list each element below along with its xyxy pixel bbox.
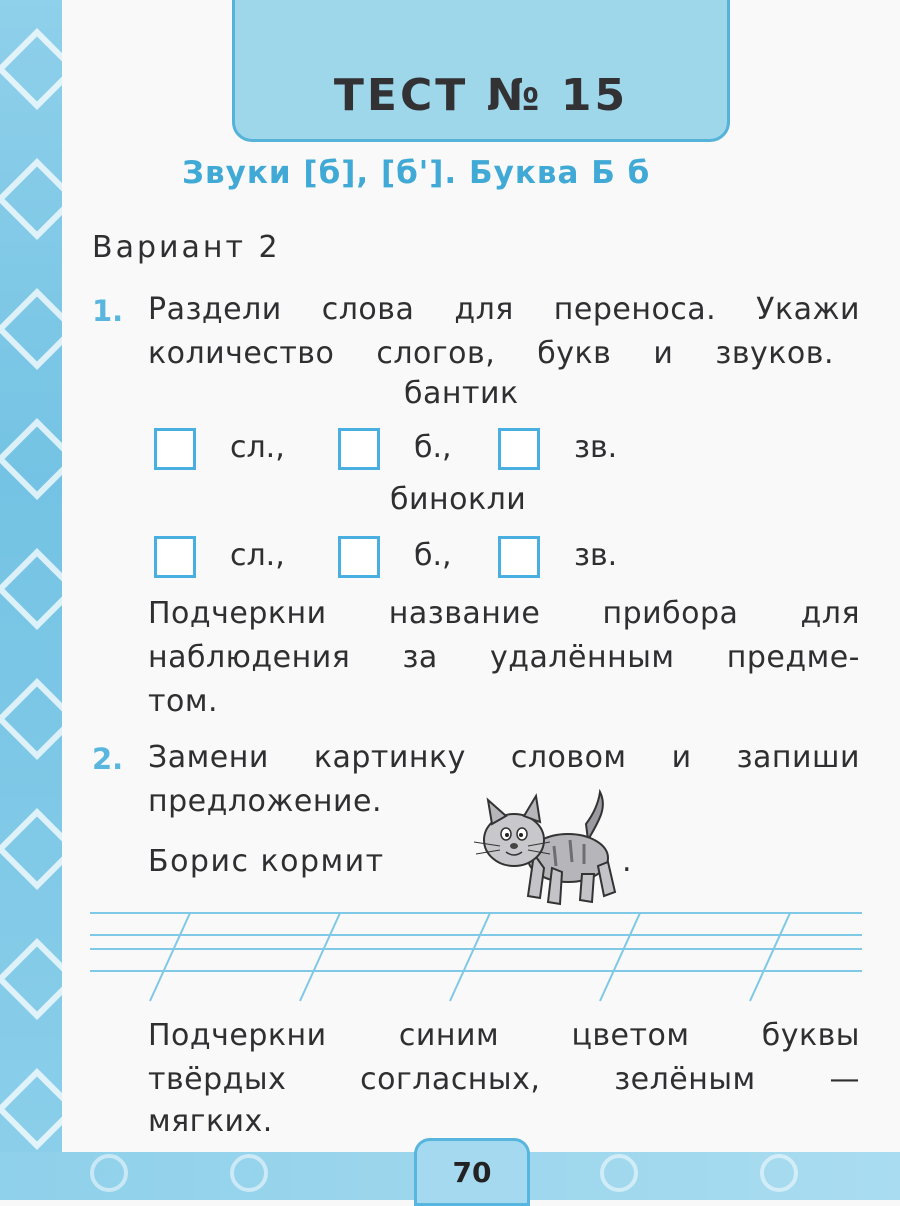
unit-label: б.,	[414, 538, 452, 573]
diamond-decoration	[0, 938, 62, 1020]
task-instruction-line: количество слогов, букв и звуков.	[148, 336, 834, 371]
syllable-count-box[interactable]	[154, 536, 196, 578]
unit-label: б.,	[414, 430, 452, 465]
diamond-decoration	[0, 1068, 62, 1150]
circle-decoration	[90, 1154, 128, 1192]
cat-picture	[470, 788, 620, 913]
word-label: бантик	[404, 376, 519, 411]
letter-count-box[interactable]	[338, 536, 380, 578]
diamond-decoration	[0, 548, 62, 630]
page-title: ТЕСТ № 15	[333, 70, 629, 121]
task-extra-line: мягких.	[148, 1104, 273, 1139]
task-extra-line: том.	[148, 684, 218, 719]
page-number: 70	[414, 1138, 530, 1206]
sentence-end: .	[622, 844, 633, 879]
handwriting-lines[interactable]	[90, 905, 870, 1005]
task-extra-line: Подчеркни синим цветом буквы	[148, 1018, 860, 1053]
task-number: 2.	[92, 742, 124, 776]
diamond-decoration	[0, 288, 62, 370]
sound-count-box[interactable]	[498, 428, 540, 470]
task-number: 1.	[92, 294, 124, 328]
task-extra-line: твёрдых согласных, зелёным —	[148, 1062, 860, 1097]
task-instruction-line: предложение.	[148, 784, 382, 819]
page-subtitle: Звуки [б], [б']. Буква Б б	[182, 155, 651, 191]
unit-label: зв.	[574, 538, 618, 573]
diamond-decoration	[0, 158, 62, 240]
sentence-start: Борис кормит	[148, 844, 385, 879]
circle-decoration	[600, 1154, 638, 1192]
diamond-decoration	[0, 418, 62, 500]
sound-count-box[interactable]	[498, 536, 540, 578]
unit-label: зв.	[574, 430, 618, 465]
variant-label: Вариант 2	[92, 230, 281, 265]
left-decorative-border	[0, 0, 62, 1200]
diamond-decoration	[0, 808, 62, 890]
circle-decoration	[230, 1154, 268, 1192]
letter-count-box[interactable]	[338, 428, 380, 470]
diamond-decoration	[0, 28, 62, 110]
task-extra-line: наблюдения за удалённым предме-	[148, 640, 860, 675]
syllable-count-box[interactable]	[154, 428, 196, 470]
task-instruction-line: Раздели слова для переноса. Укажи	[148, 292, 860, 327]
circle-decoration	[760, 1154, 798, 1192]
word-label: бинокли	[390, 482, 527, 517]
unit-label: сл.,	[230, 430, 285, 465]
diamond-decoration	[0, 678, 62, 760]
task-extra-line: Подчеркни название прибора для	[148, 596, 860, 631]
test-title-box	[232, 0, 730, 142]
unit-label: сл.,	[230, 538, 285, 573]
task-instruction-line: Замени картинку словом и запиши	[148, 740, 860, 775]
